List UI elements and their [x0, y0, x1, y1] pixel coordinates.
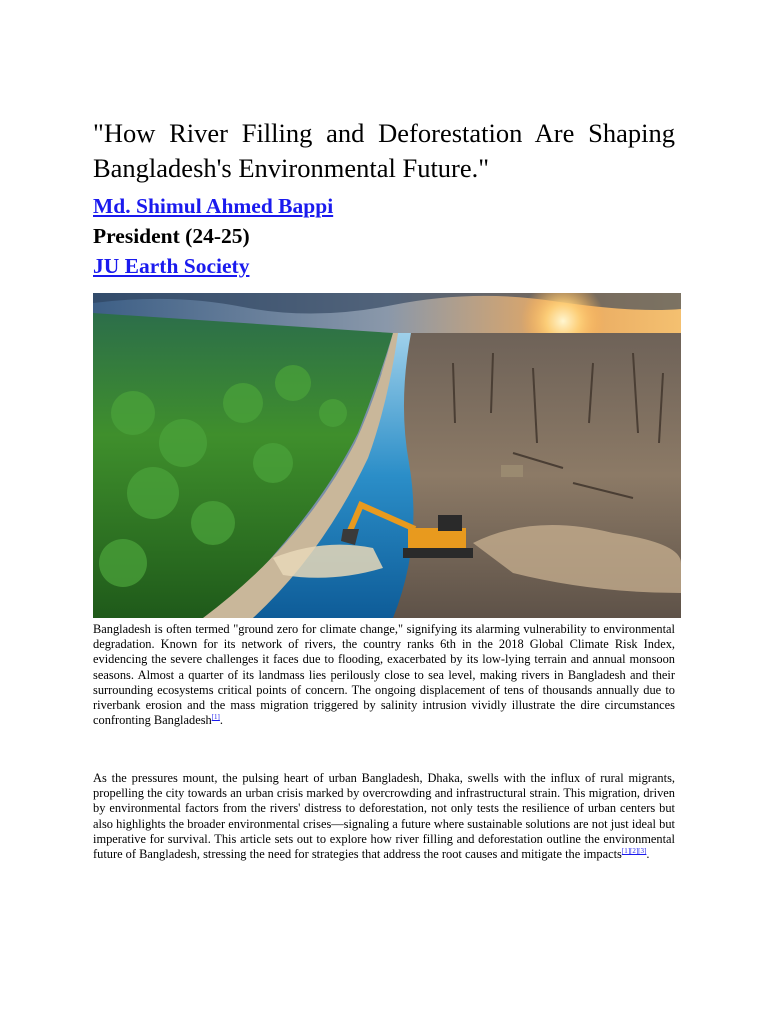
paragraph-1-text: Bangladesh is often termed "ground zero for climate change," signifying its alarming vulnerability to environmental degradation. Known for its network of rivers, the country ranks 6th in the 2018 Global Climate Risk Index, evidencing the severe challenges it faces due to flooding, exacerbated by its low-lying terrain and annual monsoon seasons. Almost a quarter of its landmass lies perilously close to sea level, making rivers in Bangladesh and their surrounding ecosystems critical points of concern. The ongoing displacement of tens of thousands annually due to riverbank erosion and the mass migration triggered by salinity intrusion vividly illustrate the dire circumstances confronting Bangladesh: [93, 622, 675, 728]
paragraph-2-text: As the pressures mount, the pulsing heart of urban Bangladesh, Dhaka, swells with the influx of rural migrants, propelling the city towards an urban crisis marked by overcrowding and infrastructural strain. This migration, driven by environmental factors from the rivers' distress to deforestation, not only tests the resilience of urban centers but also highlights the broader environmental crises—signaling a future where sustainable solutions are not just ideal but imperative for survival. This article sets out to explore how river filling and deforestation outline the environmental future of Bangladesh, stressing the need for strategies that address the root causes and mitigate the impacts: [93, 771, 675, 862]
author-role: President (24-25): [93, 224, 250, 248]
paragraph-1: [93, 622, 675, 728]
organization-link[interactable]: JU Earth Society: [93, 254, 250, 278]
paragraph-1-end: .: [219, 713, 223, 728]
hero-image: [93, 293, 681, 618]
author-line: [93, 192, 333, 220]
footnote-link-2[interactable]: [1][2][3]: [621, 846, 647, 855]
footnote-link-1[interactable]: [1]: [211, 713, 220, 722]
paragraph-2: [93, 771, 675, 862]
author-link[interactable]: Md. Shimul Ahmed Bappi: [93, 194, 334, 218]
article-title: "How River Filling and Deforestation Are Shaping Bangladesh's Environmental Future.": [93, 118, 675, 183]
river-deforestation-illustration: [93, 293, 681, 618]
organization-line: [93, 252, 249, 280]
paragraph-2-end: .: [646, 847, 650, 862]
dump-truck: [501, 465, 523, 477]
